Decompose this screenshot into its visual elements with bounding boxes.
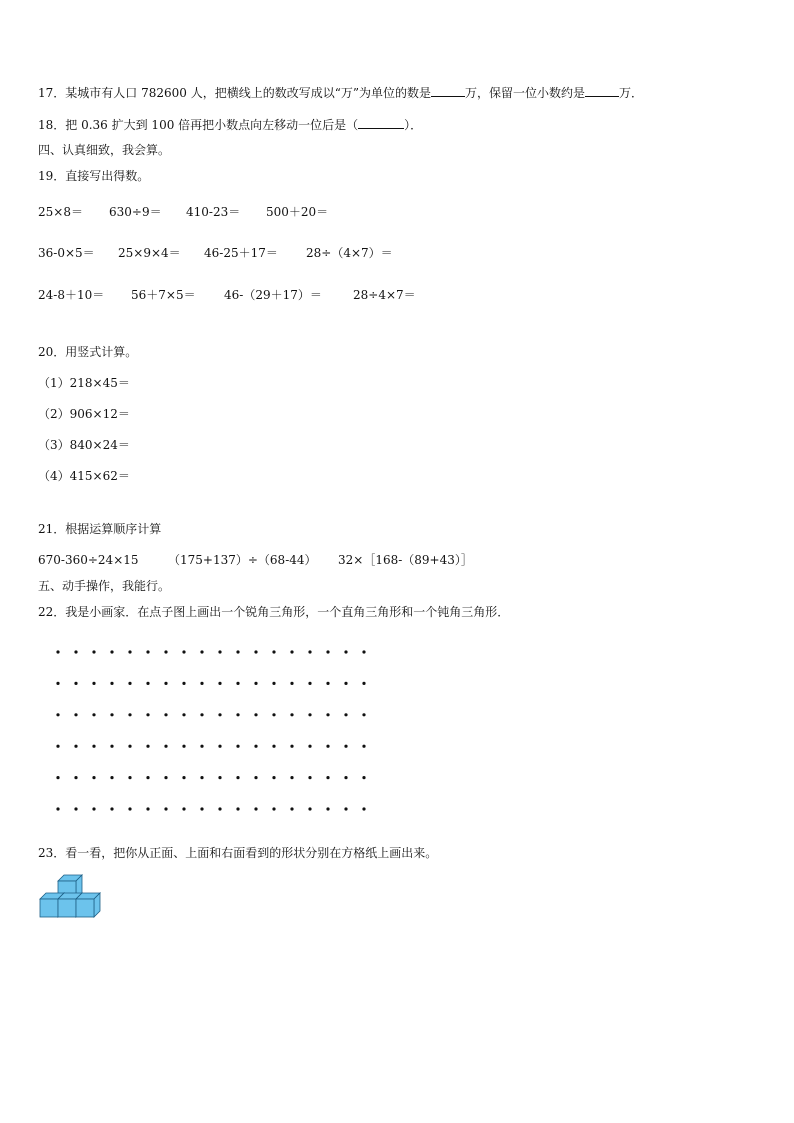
grid-dot xyxy=(182,807,185,810)
q21-item-3: 32×［168-（89+43）］ xyxy=(338,553,473,567)
grid-dot xyxy=(290,745,293,748)
grid-dot xyxy=(164,682,167,685)
grid-dot xyxy=(110,650,113,653)
q20-item-4: （4）415×62＝ xyxy=(38,469,130,483)
grid-dot xyxy=(146,713,149,716)
grid-dot xyxy=(308,776,311,779)
grid-dot xyxy=(164,745,167,748)
grid-dot xyxy=(290,650,293,653)
grid-dot xyxy=(110,776,113,779)
question-17 xyxy=(38,84,643,101)
q19-item: 500＋20＝ xyxy=(266,205,329,219)
grid-dot xyxy=(362,650,365,653)
grid-dot xyxy=(254,713,257,716)
grid-dot xyxy=(272,807,275,810)
grid-dot xyxy=(218,650,221,653)
q19-item: 46-25＋17＝ xyxy=(204,246,278,260)
cube-group xyxy=(40,875,100,917)
grid-dot xyxy=(146,776,149,779)
grid-dot xyxy=(254,682,257,685)
q20-item-3: （3）840×24＝ xyxy=(38,438,130,452)
grid-dot xyxy=(182,776,185,779)
q19-item: 410-23＝ xyxy=(186,205,241,219)
grid-dot xyxy=(362,776,365,779)
grid-dot xyxy=(56,682,59,685)
section-4-heading: 四、认真细致，我会算。 xyxy=(38,143,171,157)
grid-dot xyxy=(290,682,293,685)
grid-dot xyxy=(272,745,275,748)
grid-dot xyxy=(146,807,149,810)
grid-dot xyxy=(146,650,149,653)
grid-dot xyxy=(92,807,95,810)
q17-text-a: 17．某城市有人口 782600 人，把横线上的数改写成以“万”为单位的数是 xyxy=(38,86,431,100)
grid-dot xyxy=(362,682,365,685)
grid-dot xyxy=(92,682,95,685)
grid-dot xyxy=(92,650,95,653)
grid-dot xyxy=(182,682,185,685)
grid-dot xyxy=(128,807,131,810)
grid-dot xyxy=(200,807,203,810)
grid-dot xyxy=(200,713,203,716)
grid-dot xyxy=(326,776,329,779)
grid-dot xyxy=(74,650,77,653)
grid-dot xyxy=(326,713,329,716)
q19-item: 24-8＋10＝ xyxy=(38,288,105,302)
grid-dot xyxy=(254,776,257,779)
question-18 xyxy=(38,116,422,133)
section-5-heading: 五、动手操作，我能行。 xyxy=(38,579,171,593)
grid-dot xyxy=(308,713,311,716)
q17-text-c: 万． xyxy=(619,86,644,100)
grid-dot xyxy=(74,713,77,716)
q19-item: 25×9×4＝ xyxy=(118,246,181,260)
grid-dot xyxy=(74,682,77,685)
q19-item: 28÷4×7＝ xyxy=(353,288,416,302)
grid-dot xyxy=(308,807,311,810)
grid-dot xyxy=(344,807,347,810)
grid-dot xyxy=(344,776,347,779)
grid-dot xyxy=(272,682,275,685)
grid-dot xyxy=(128,745,131,748)
q18-text-a: 18．把 0.36 扩大到 100 倍再把小数点向左移动一位后是（ xyxy=(38,118,359,132)
grid-dot xyxy=(272,776,275,779)
q19-item: 630÷9＝ xyxy=(109,205,162,219)
q19-item: 46-（29＋17）＝ xyxy=(224,288,322,302)
grid-dot xyxy=(308,745,311,748)
grid-dot xyxy=(164,650,167,653)
grid-dot xyxy=(344,682,347,685)
grid-dot xyxy=(164,776,167,779)
q19-item: 25×8＝ xyxy=(38,205,83,219)
grid-dot xyxy=(326,650,329,653)
question-21-title: 21．根据运算顺序计算 xyxy=(38,522,162,536)
grid-dot xyxy=(326,682,329,685)
grid-dot xyxy=(254,745,257,748)
grid-dot xyxy=(344,713,347,716)
grid-dot xyxy=(218,745,221,748)
grid-dot xyxy=(290,776,293,779)
grid-dot xyxy=(218,682,221,685)
grid-dot xyxy=(74,776,77,779)
grid-dot xyxy=(128,650,131,653)
cube-stack-figure xyxy=(38,873,106,921)
grid-dot xyxy=(182,713,185,716)
grid-dot xyxy=(308,650,311,653)
question-23-title: 23．看一看，把你从正面、上面和右面看到的形状分别在方格纸上画出来。 xyxy=(38,846,438,860)
grid-dot xyxy=(74,807,77,810)
grid-dot xyxy=(362,713,365,716)
dot-grid-points xyxy=(56,650,365,810)
grid-dot xyxy=(56,807,59,810)
grid-dot xyxy=(164,713,167,716)
grid-dot xyxy=(236,650,239,653)
grid-dot xyxy=(290,807,293,810)
grid-dot xyxy=(236,776,239,779)
grid-dot xyxy=(110,713,113,716)
q21-item-2: （175+137）÷（68-44） xyxy=(168,553,317,567)
q18-answer-blank[interactable] xyxy=(358,116,404,129)
grid-dot xyxy=(182,745,185,748)
grid-dot xyxy=(218,713,221,716)
grid-dot xyxy=(254,807,257,810)
grid-dot xyxy=(218,807,221,810)
cube xyxy=(76,893,100,917)
q20-item-1: （1）218×45＝ xyxy=(38,376,130,390)
grid-dot xyxy=(236,745,239,748)
grid-dot xyxy=(92,745,95,748)
grid-dot xyxy=(56,650,59,653)
q17-answer-blank-2[interactable] xyxy=(585,84,619,97)
q19-item: 56＋7×5＝ xyxy=(131,288,196,302)
grid-dot xyxy=(290,713,293,716)
q19-item: 28÷（4×7）＝ xyxy=(306,246,393,260)
grid-dot xyxy=(128,776,131,779)
grid-dot xyxy=(56,745,59,748)
grid-dot xyxy=(326,807,329,810)
grid-dot xyxy=(182,650,185,653)
grid-dot xyxy=(218,776,221,779)
grid-dot xyxy=(272,713,275,716)
grid-dot xyxy=(128,713,131,716)
grid-dot xyxy=(200,776,203,779)
grid-dot xyxy=(56,713,59,716)
grid-dot xyxy=(200,745,203,748)
grid-dot xyxy=(164,807,167,810)
grid-dot xyxy=(110,745,113,748)
q21-item-1: 670-360÷24×15 xyxy=(38,553,139,567)
grid-dot xyxy=(362,807,365,810)
grid-dot xyxy=(110,807,113,810)
q17-answer-blank-1[interactable] xyxy=(431,84,465,97)
grid-dot xyxy=(146,745,149,748)
grid-dot xyxy=(200,682,203,685)
q18-text-b: ）． xyxy=(404,118,423,132)
grid-dot xyxy=(236,807,239,810)
grid-dot xyxy=(92,776,95,779)
grid-dot xyxy=(344,745,347,748)
grid-dot xyxy=(254,650,257,653)
q19-item: 36-0×5＝ xyxy=(38,246,95,260)
grid-dot xyxy=(110,682,113,685)
q20-item-2: （2）906×12＝ xyxy=(38,407,130,421)
grid-dot xyxy=(92,713,95,716)
grid-dot xyxy=(272,650,275,653)
grid-dot xyxy=(200,650,203,653)
grid-dot xyxy=(74,745,77,748)
q17-text-b: 万，保留一位小数约是 xyxy=(464,86,585,100)
question-20-title: 20．用竖式计算。 xyxy=(38,345,138,359)
grid-dot xyxy=(56,776,59,779)
grid-dot xyxy=(308,682,311,685)
grid-dot xyxy=(236,682,239,685)
question-19-title: 19．直接写出得数。 xyxy=(38,169,150,183)
grid-dot xyxy=(362,745,365,748)
grid-dot xyxy=(146,682,149,685)
grid-dot xyxy=(326,745,329,748)
grid-dot xyxy=(236,713,239,716)
grid-dot xyxy=(128,682,131,685)
grid-dot xyxy=(344,650,347,653)
question-22-title: 22．我是小画家．在点子图上画出一个锐角三角形，一个直角三角形和一个钝角三角形． xyxy=(38,605,510,619)
